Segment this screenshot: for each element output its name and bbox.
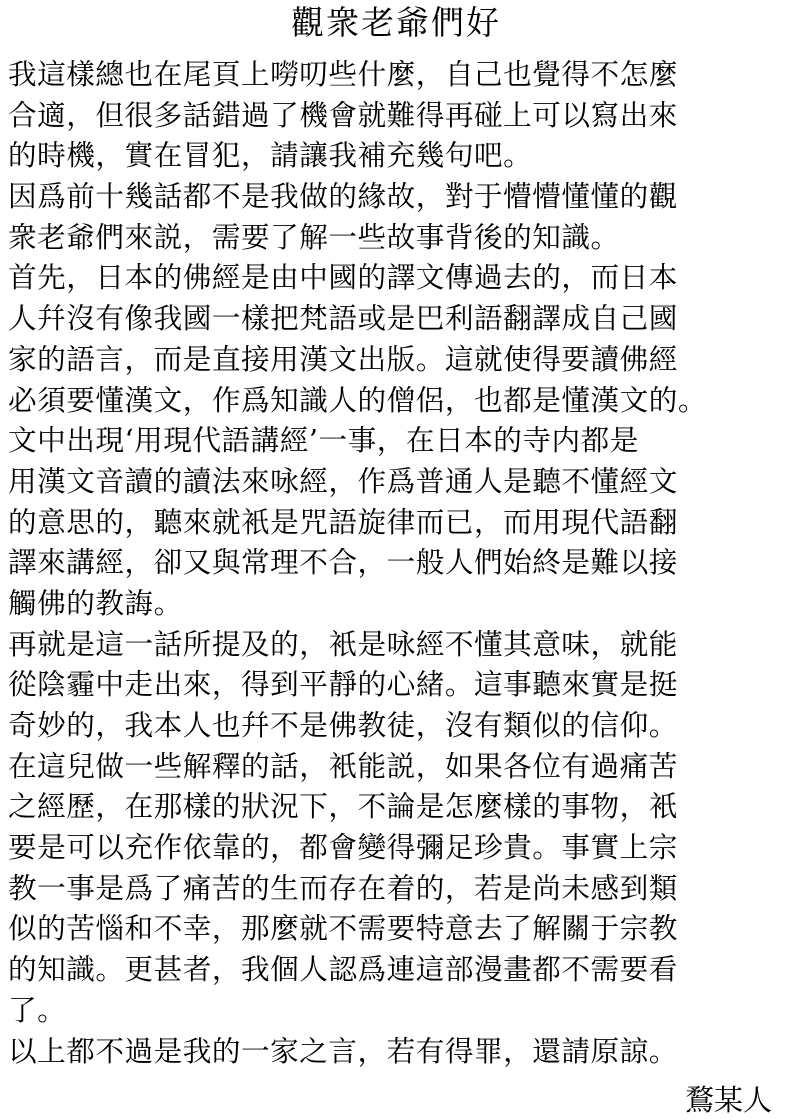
text-line: 的知識。更甚者，我個人認爲連這部漫畫都不需要看 (8, 952, 678, 987)
text-line: 在這兒做一些解釋的話，衹能説，如果各位有過痛苦 (8, 748, 678, 783)
body-text (8, 54, 792, 1071)
text-line: 奇妙的，我本人也幷不是佛教徒，沒有類似的信仰。 (8, 708, 678, 742)
text-line: 家的語言，而是直接用漢文出版。這就使得要讀佛經 (8, 341, 678, 376)
text-line: 因爲前十幾話都不是我做的緣故，對于懵懵懂懂的觀 (8, 179, 678, 214)
text-line: 以上都不過是我的一家之言，若有得罪，還請原諒。 (8, 1033, 678, 1068)
text-line: 譯來講經，卻又與常理不合，一般人們始終是難以接 (8, 545, 678, 580)
text-line: 首先，日本的佛經是由中國的譯文傳過去的，而日本 (8, 260, 678, 295)
text-line: 文中出現‘用現代語講經’一事，在日本的寺内都是 (8, 423, 639, 458)
text-line: 的時機，實在冒犯，請讓我補充幾句吧。 (8, 138, 533, 173)
text-line: 了。 (8, 992, 67, 1027)
text-line: 衆老爺們來説，需要了解一些故事背後的知識。 (8, 219, 620, 254)
text-line: 人幷沒有像我國一樣把梵語或是巴利語翻譯成自己國 (8, 301, 678, 336)
text-line: 合適，但很多話錯過了機會就難得再碰上可以寫出來 (8, 97, 678, 132)
text-line: 用漢文音讀的讀法來咏經，作爲普通人是聽不懂經文 (8, 463, 678, 498)
text-line: 要是可以充作依靠的，都會變得彌足珍貴。事實上宗 (8, 830, 678, 865)
page-title: 觀衆老爺們好 (291, 3, 501, 42)
text-line: 從陰霾中走出來，得到平靜的心緒。這事聽來實是挺 (8, 667, 678, 702)
text-line: 再就是這一話所提及的，衹是咏經不懂其意味，就能 (8, 626, 678, 661)
text-line: 觸佛的教誨。 (8, 585, 183, 620)
author-signature: 鶩某人 (684, 1083, 772, 1117)
text-line: 之經歷，在那樣的狀況下，不論是怎麼樣的事物，衹 (8, 789, 678, 824)
text-line: 的意思的，聽來就衹是咒語旋律而已，而用現代語翻 (8, 504, 678, 539)
text-line: 似的苦惱和不幸，那麼就不需要特意去了解關于宗教 (8, 911, 678, 946)
text-line: 教一事是爲了痛苦的生而存在着的，若是尚未感到類 (8, 870, 678, 905)
text-line: 我這樣總也在尾頁上嘮叨些什麼，自己也覺得不怎麼 (8, 57, 678, 91)
text-line: 必須要懂漢文，作爲知識人的僧侶，也都是懂漢文的。 (8, 382, 708, 417)
